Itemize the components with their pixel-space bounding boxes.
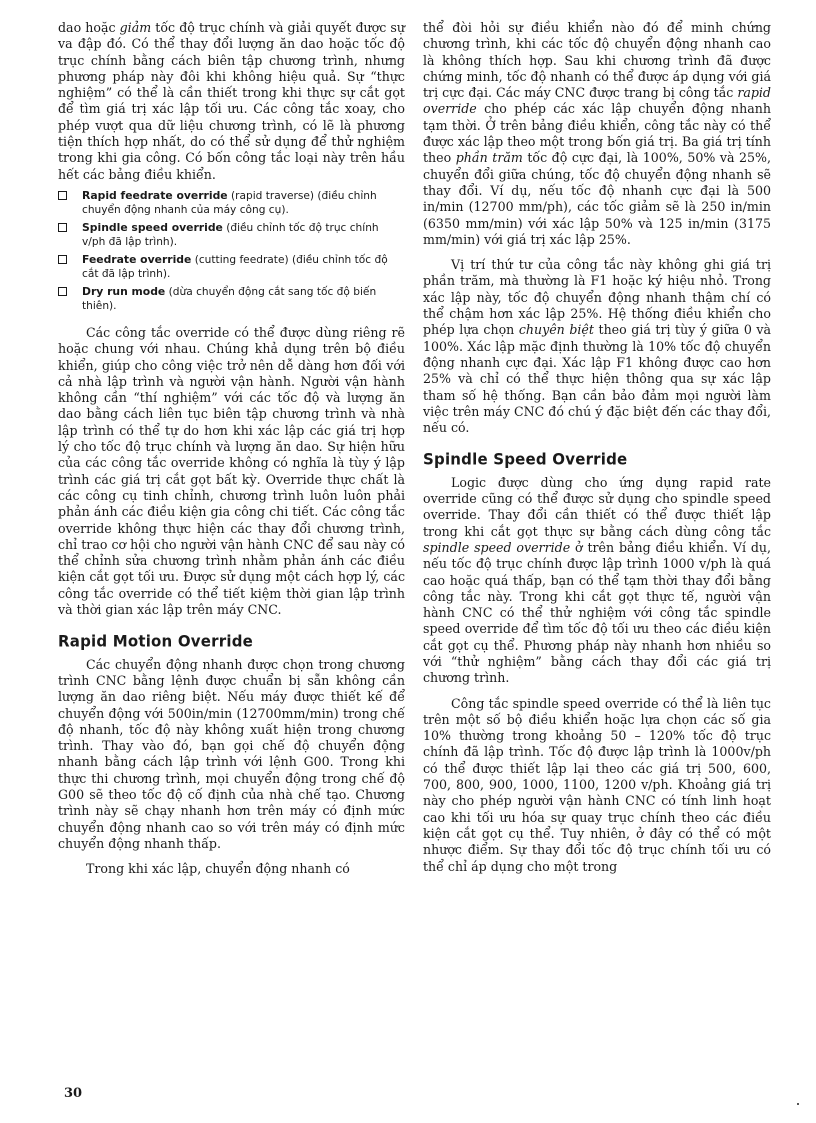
right-column	[423, 20, 771, 875]
checkbox-square-icon	[58, 191, 67, 200]
text-run: Vị trí thứ tư của công tắc này không ghi giá trị phần trăm, mà thường là F1 hoặc ký hiệu nhỏ. Trong xác lập này, tốc độ chuyển động nhanh thậm chí có thể chậm hơn xác lập 25%. Hệ thống điều khiển cho phép lựa chọn	[423, 257, 771, 338]
override-options-list	[58, 189, 405, 313]
spindle-switch-paragraph	[423, 696, 771, 875]
page-number: 30	[64, 1086, 83, 1101]
checkbox-square-icon	[58, 255, 67, 264]
text-run: Logic được dùng cho ứng dụng rapid rate override cũng có thể được sử dụng cho spindle speed override. Thay đổi cần thiết có thể được thiết lập trong khi cắt gọt thực sự bằng cách dùng công tắc	[423, 474, 771, 539]
spindle-logic-paragraph	[423, 475, 771, 687]
scan-mark	[797, 1103, 799, 1105]
override-usage-paragraph	[58, 325, 405, 618]
text-run: tốc độ cực đại, là 100%, 50% và 25%, chuyển đổi giữa chúng, tốc độ chuyển động nhanh sẽ thay đổi. Ví dụ, nếu tốc độ nhanh cực đại là 500 in/min (12700 mm/ph), các tốc giảm sẽ là 250 in/min (6350 mm/min) với xác lập 50% và 125 in/min (3175 mm/min) với giá trị xác lập 25%.	[423, 150, 771, 247]
italic-term: phần trăm	[455, 150, 523, 166]
fourth-position-paragraph	[423, 257, 771, 436]
option-rapid-feedrate: Rapid feedrate override (rapid traverse) (điều chỉnh chuyển động nhanh của máy công cụ).	[58, 189, 405, 217]
option-feedrate: Feedrate override (cutting feedrate) (điều chỉnh tốc độ cắt đã lập trình).	[58, 253, 405, 281]
setup-paragraph-start	[58, 861, 405, 877]
text-run: Trong khi xác lập, chuyển động nhanh có	[86, 861, 350, 877]
checkbox-square-icon	[58, 223, 67, 232]
text-run: Các chuyển động nhanh được chọn trong chương trình CNC bằng lệnh được chuẩn bị sẵn không cần lượng ăn dao riêng biệt. Nếu máy được thiết kế để chuyển động với 500in/min (12700mm/min) trong chế độ nhanh, tốc độ này không xuất hiện trong chương trình. Thay vào đó, bạn gọi chế độ chuyển động nhanh bằng cách lập trình với lệnh G00. Trong khi thực thi chương trình, mọi chuyển động trong chế độ G00 sẽ theo tốc độ cố định của nhà chế tạo. Chương trình này sẽ chạy nhanh hơn trên máy có định mức chuyển động nhanh cao so với trên máy có định mức chuyển động nhanh thấp.	[58, 656, 405, 851]
rapid-override-paragraph	[423, 20, 771, 248]
italic-term: rapid override	[423, 85, 771, 117]
text-run: Công tắc spindle speed override có thể là liên tục trên một số bộ điều khiển hoặc lựa chọn các số gia 10% thường trong khoảng 50 – 120% tốc độ trục chính đã lập trình. Tốc độ được lập trình là 1000v/ph có thể được thiết lập lại theo các giá trị 500, 600, 700, 800, 900, 1000, 1100, 1200 v/ph. Khoảng giá trị này cho phép người vận hành CNC có tính linh hoạt cao khi tối ưu hóa sự quay trục chính theo các điều kiện cắt gọt cụ thể. Tuy nhiên, ở đây có thể có một nhược điểm. Sự thay đổi tốc độ trục chính tối ưu có thể chỉ áp dụng cho một trong	[423, 695, 771, 874]
option-dry-run: Dry run mode (dừa chuyển động cắt sang tốc độ biến thiên).	[58, 285, 405, 313]
heading-spindle-speed-override: Spindle Speed Override	[423, 449, 628, 470]
text-run: cho phép các xác lập chuyển động nhanh tạm thời. Ở trên bảng điều khiển, công tắc này có thể được xác lập theo một trong bốn giá trị. Ba giá trị tính theo	[423, 101, 771, 166]
text-run: tốc độ trục chính và giải quyết được sự va đập đó. Có thể thay đổi lượng ăn dao hoặc tốc độ trục chính bằng cách biên tập chương trình, nhưng phương pháp này đôi khi không hiệu quả. Sự “thực nghiệm” có thể là cần thiết trong khi thực sự cắt gọt để tìm giá trị xác lập tối ưu. Các công tắc xoay, cho phép vượt qua dữ liệu chương trình, có lẽ là phương tiện thích hợp nhất, do có thể sử dụng để thử nghiệm trong khi gia công. Có bốn công tắc loại này trên hầu hết các bảng điều khiển.	[58, 20, 405, 182]
text-run: ở trên bảng điều khiển. Ví dụ, nếu tốc độ trục chính được lập trình 1000 v/ph là quá cao hoặc quá thấp, bạn có thể tạm thời thay đổi bằng công tắc này. Trong khi cắt gọt thực tế, người vận hành CNC có thể thử nghiệm với công tắc spindle speed override để tìm tốc độ tối ưu theo các điều kiện cắt gọt cụ thể. Phương pháp này nhanh hơn nhiều so với “thử nghiệm” bằng cách thay đổi các giá trị chương trình.	[423, 539, 772, 686]
text-run: theo giá trị tùy ý giữa 0 và 100%. Xác lập mặc định thường là 10% tốc độ chuyển động nhanh cực đại. Xác lập F1 không được cao hơn 25% và chỉ có thể thực hiện thông qua sự xác lập tham số hệ thống. Bạn cần bảo đảm mọi người làm việc trên máy CNC đó chú ý đặc biệt đến các thay đổi, nếu có.	[423, 322, 772, 436]
heading-rapid-motion-override: Rapid Motion Override	[58, 631, 254, 652]
option-spindle-speed: Spindle speed override (điều chỉnh tốc độ trục chính v/ph đã lập trình).	[58, 221, 405, 249]
italic-term: giảm	[119, 20, 152, 35]
intro-paragraph	[58, 20, 405, 183]
italic-term: spindle speed override	[423, 539, 571, 555]
text-run: Các công tắc override có thể được dùng riêng rẽ hoặc chung với nhau. Chúng khả dụng trên bộ điều khiển, giúp cho công việc trở nên dễ dàng hơn đối với cả nhà lập trình và người vận hành. Người vận hành không cần “thí nghiệm” với các tốc độ và lượng ăn dao bằng cách liên tục biên tập chương trình và nhà lập trình có thể tự do hơn khi xác lập các giá trị hợp lý cho tốc độ trục chính và lượng ăn dao. Sự hiện hữu của các công tắc override không có nghĩa là tùy ý lập trình các giá trị cắt gọt bất kỳ. Override thực chất là các công cụ tinh chỉnh, chương trình luôn luôn phải phản ánh các điều kiện gia công chi tiết. Các công tắc override không thực hiện các thay đổi chương trình, chỉ trao cơ hội cho người vận hành CNC để sau này có thể chỉnh sửa chương trình nhằm phản ánh các điều kiện cắt gọt tối ưu. Được sử dụng một cách hợp lý, các công tắc override có thể tiết kiệm thời gian lập trình và thời gian xác lập trên máy CNC.	[58, 324, 405, 618]
text-run: thể đòi hỏi sự điều khiển nào đó để minh chứng chương trình, khi các tốc độ chuyển động nhanh cao là không thích hợp. Sau khi chương trình đã được chứng minh, tốc độ nhanh có thể được áp dụng với giá trị cực đại. Các máy CNC được trang bị công tắc	[423, 20, 771, 101]
left-column	[58, 20, 405, 877]
checkbox-square-icon	[58, 287, 67, 296]
italic-term: chuyên biệt	[518, 322, 594, 338]
rapid-motion-paragraph	[58, 657, 405, 853]
text-run: dao hoặc	[58, 20, 120, 35]
